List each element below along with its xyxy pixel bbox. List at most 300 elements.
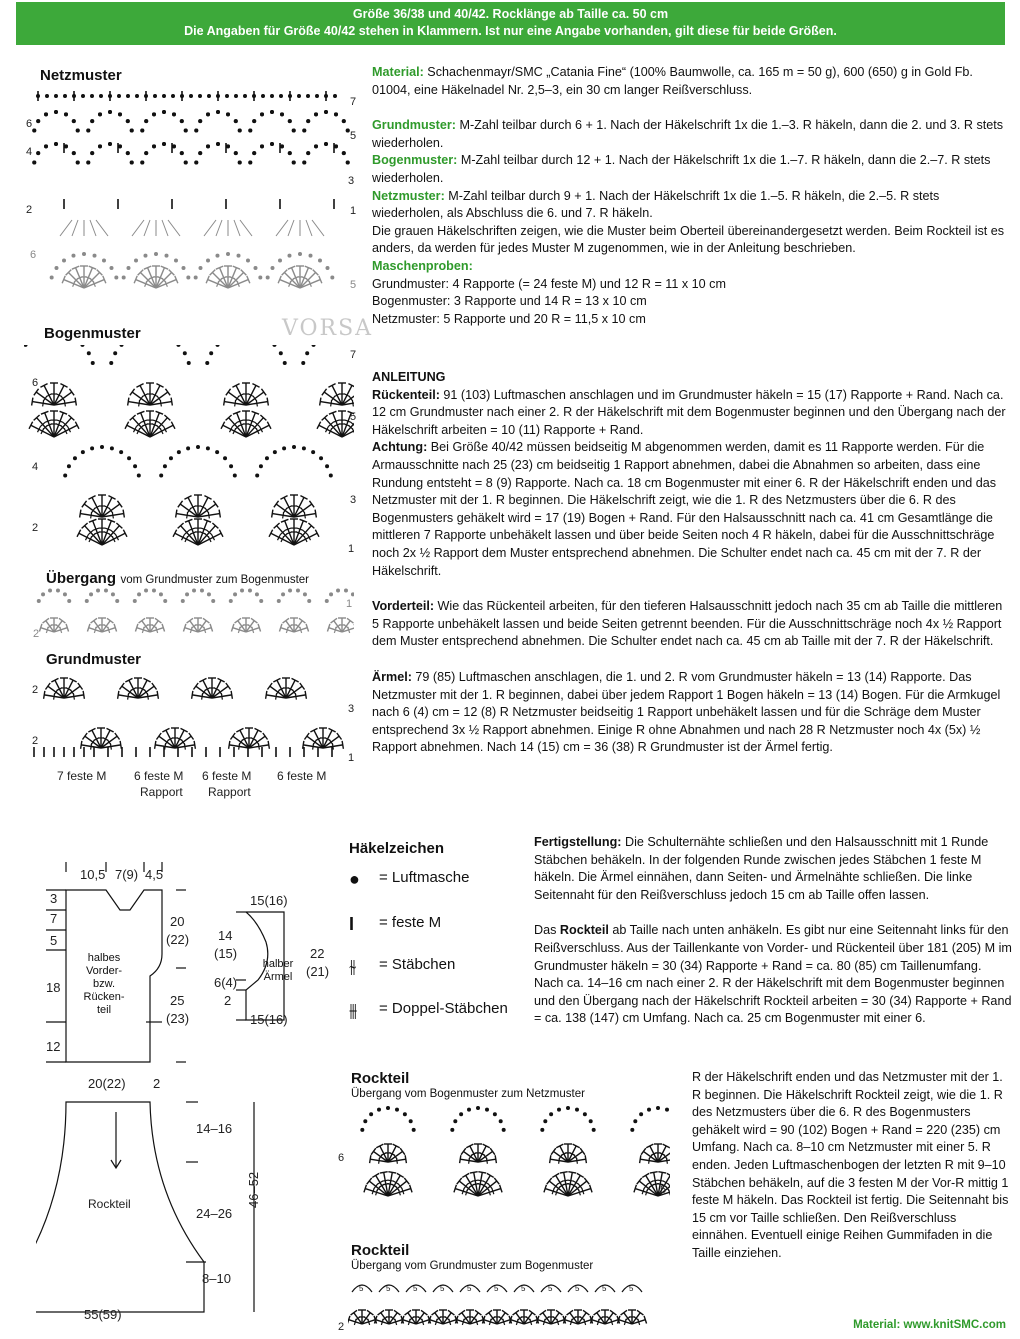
chain-stitch-dot bbox=[54, 110, 58, 114]
chain-stitch-dot bbox=[99, 94, 103, 98]
stitch-mark bbox=[610, 1310, 616, 1315]
uebergang-title-wrap bbox=[46, 570, 309, 588]
chain-stitch-dot bbox=[194, 129, 198, 133]
chain-stitch-dot bbox=[225, 94, 229, 98]
transition-arrow bbox=[288, 220, 294, 236]
chain-stitch-dot bbox=[252, 119, 256, 123]
stitch-mark bbox=[337, 733, 342, 739]
sleeve-left-label: 14 bbox=[218, 928, 233, 943]
chain-stitch-dot bbox=[240, 589, 244, 593]
chain-stitch-dot bbox=[485, 1108, 489, 1112]
chain-stitch-dot bbox=[248, 129, 252, 133]
netz-row-label: 7 bbox=[350, 96, 357, 108]
sleeve-right-label: (21) bbox=[306, 964, 330, 979]
schem-left-label: 12 bbox=[46, 1039, 61, 1054]
chain-stitch-dot bbox=[206, 258, 210, 262]
grundmuster-title: Grundmuster bbox=[46, 651, 142, 668]
material-text: Schachenmayr/SMC „Catania Fine“ (100% Baumwolle, ca. 165 m = 50 g), 600 (650) g in Gold Fb. 01004, eine Häkelnadel Nr. 2,5–3, ein 30 cm langer Reißverschluss. bbox=[372, 65, 973, 97]
chain-stitch-dot bbox=[656, 1106, 660, 1110]
bogen-row-label: 3 bbox=[350, 494, 357, 506]
chain-stitch-dot bbox=[409, 1119, 413, 1123]
stitch-mark bbox=[459, 1310, 465, 1315]
stitch-mark bbox=[268, 741, 269, 749]
schem-left-label: 5 bbox=[50, 933, 58, 948]
stitch-mark bbox=[560, 1172, 568, 1173]
stitch-mark bbox=[478, 1180, 484, 1181]
grund-row-label: 2 bbox=[32, 684, 39, 696]
rock-text-2: R der Häkelschrift enden und das Netzmuster mit der 1. R beginnen. Die Häkelschrift Rockteil zeigt, wie die 1. R des Netzmusters über die 6. R des Bogenmusters gehäkelt wird = 90 (102) Bogen + Rand = 220 (235) cm Umfang. Nach ca. 8–10 cm Netzmuster mit einer 5. R enden. Jeden Luftmaschenbogen der letzten R mit 9–10 Stäbchen behäkeln, auf die 3 festen M der Vor-R mittig 1 feste M häkeln. Das Rockteil ist fertig. Die Seitennaht bis 15 cm vor Taille schließen. Den Reißverschluss einnähen. Eventuell einige Reihen Gummifaden in die Taille einziehen. bbox=[692, 1070, 1009, 1260]
chain-stitch-dot bbox=[288, 589, 292, 593]
chain-stitch-dot bbox=[234, 94, 238, 98]
stitch-mark bbox=[331, 618, 337, 623]
chain-stitch-dot bbox=[279, 351, 283, 355]
stitch-mark bbox=[382, 1180, 388, 1181]
sleeve-piece-label bbox=[258, 958, 298, 984]
netzmuster-title: Netzmuster bbox=[40, 67, 122, 84]
rock-chart-1-row: 6 bbox=[338, 1152, 345, 1164]
chain-stitch-dot bbox=[280, 112, 284, 116]
stitch-mark bbox=[82, 501, 87, 507]
chain-stitch-dot bbox=[172, 112, 176, 116]
sleeve-top-label: 15(16) bbox=[250, 893, 288, 908]
chain-stitch-dot bbox=[110, 446, 114, 450]
probe-3: Netzmuster: 5 Rapporte und 20 R = 11,5 x 10 cm bbox=[372, 311, 646, 326]
chain-stitch-dot bbox=[314, 112, 318, 116]
chain-stitch-dot bbox=[32, 129, 36, 133]
stitch-mark bbox=[152, 683, 157, 689]
stitch-mark bbox=[45, 683, 50, 689]
stitch-mark bbox=[272, 510, 273, 518]
chain-stitch-dot bbox=[96, 589, 100, 593]
chain-stitch-dot bbox=[120, 345, 124, 347]
stitch-mark bbox=[267, 398, 268, 406]
stitch-mark bbox=[309, 501, 314, 507]
chain-stitch-dot bbox=[346, 161, 350, 165]
stitch-mark bbox=[299, 618, 305, 623]
chain-stitch-dot bbox=[549, 1112, 553, 1116]
grund-stitch-label: 6 feste M bbox=[202, 769, 252, 783]
stitch-mark bbox=[432, 1310, 438, 1315]
chain-count-label: 5 bbox=[359, 1284, 364, 1293]
stitch-mark bbox=[59, 618, 65, 623]
header-line-1: Größe 36/38 und 40/42. Rocklänge ab Taille ca. 50 cm bbox=[352, 7, 669, 21]
chain-stitch-dot bbox=[134, 258, 138, 262]
stitch-mark bbox=[32, 398, 33, 406]
chain-count-label: 5 bbox=[602, 1284, 607, 1293]
material-label: Material: bbox=[372, 65, 424, 79]
chain-stitch-dot bbox=[126, 151, 130, 155]
chain-stitch-dot bbox=[233, 592, 237, 596]
stitch-mark bbox=[283, 618, 289, 623]
rock-chart-1-subtitle: Übergang vom Bogenmuster zum Netzmuster bbox=[351, 1088, 585, 1100]
ruecken-text: 91 (103) Luftmaschen anschlagen und im Grundmuster häkeln = 15 (17) Rapporte + Rand. Nach ca. 12 cm Grundmuster nach einer 2. R der Häkelschrift mit dem Bogenmuster beginnen und den Übergang nach der Häkelschrift arbeiten = 10 (11) Rapporte + Rand. bbox=[372, 387, 1006, 437]
chain-stitch-dot bbox=[62, 258, 66, 262]
stitch-mark bbox=[300, 683, 305, 689]
uebergang-subtitle: vom Grundmuster zum Bogenmuster bbox=[120, 574, 310, 586]
rock-chart-2 bbox=[348, 1276, 668, 1336]
skirt-label: Rockteil bbox=[88, 1197, 131, 1211]
legend-label: = Stäbchen bbox=[379, 956, 456, 973]
chain-stitch-dot bbox=[44, 112, 48, 116]
chain-stitch-dot bbox=[133, 464, 137, 468]
chain-stitch-dot bbox=[248, 161, 252, 165]
stitch-mark bbox=[372, 1173, 379, 1177]
grund-label: Grundmuster: bbox=[372, 118, 456, 133]
chain-stitch-icon: ● bbox=[349, 869, 360, 889]
stitch-mark bbox=[226, 389, 231, 395]
chain-stitch-dot bbox=[144, 589, 148, 593]
chain-stitch-dot bbox=[296, 589, 300, 593]
chain-stitch-dot bbox=[54, 142, 58, 146]
chain-stitch-dot bbox=[589, 1119, 593, 1123]
chain-stitch-dot bbox=[186, 275, 190, 279]
chain-stitch-dot bbox=[98, 144, 102, 148]
netz-row-label: 1 bbox=[350, 205, 357, 217]
chain-stitch-dot bbox=[255, 474, 259, 478]
bogen-row-label: 2 bbox=[32, 522, 39, 534]
sleeve-label-line: halber bbox=[262, 958, 294, 970]
chain-stitch-dot bbox=[314, 144, 318, 148]
stitch-mark bbox=[251, 618, 257, 623]
stitch-mark bbox=[165, 389, 170, 395]
instructions-main bbox=[372, 369, 1012, 757]
stitch-mark bbox=[562, 1180, 568, 1181]
sleeve-right-label: 22 bbox=[310, 946, 325, 961]
chain-stitch-dot bbox=[162, 110, 166, 114]
chain-stitch-dot bbox=[85, 599, 89, 603]
chain-stitch-dot bbox=[82, 252, 86, 256]
stitch-mark bbox=[107, 618, 113, 623]
chain-stitch-dot bbox=[279, 94, 283, 98]
grund-text: M-Zahl teilbar durch 6 + 1. Nach der Häkelschrift 1x die 1.–3. R häkeln, dann die 2. und 3. R stets wiederholen. bbox=[372, 118, 1004, 150]
stitch-mark bbox=[117, 501, 122, 507]
chain-stitch-dot bbox=[351, 592, 354, 596]
chain-stitch-dot bbox=[169, 456, 173, 460]
stitch-mark bbox=[213, 501, 218, 507]
chain-stitch-dot bbox=[67, 464, 71, 468]
stitch-mark bbox=[556, 1310, 562, 1315]
chain-stitch-dot bbox=[177, 450, 181, 454]
netzmuster-chart bbox=[24, 88, 357, 300]
bogen-row-label: 6 bbox=[32, 377, 39, 389]
stitch-mark bbox=[540, 1310, 546, 1315]
chain-stitch-dot bbox=[325, 464, 329, 468]
stitch-mark bbox=[577, 1173, 584, 1177]
stitch-mark bbox=[460, 1155, 461, 1163]
stitch-mark bbox=[641, 1148, 646, 1154]
chain-stitch-dot bbox=[226, 112, 230, 116]
sleeve-left-label: (15) bbox=[214, 946, 238, 961]
chain-stitch-dot bbox=[301, 361, 305, 365]
grau-text: Die grauen Häkelschriften zeigen, wie die Muster beim Oberteil übereinandergesetzt werden. Beim Rockteil ist es anders, da werden für jedes Muster M zugenommen, wie in der Anleitung beschrieben. bbox=[372, 223, 1005, 256]
instructions-top bbox=[372, 64, 1012, 328]
chain-stitch-dot bbox=[110, 266, 114, 270]
stitch-mark bbox=[274, 501, 279, 507]
chain-stitch-dot bbox=[64, 112, 68, 116]
stitch-mark bbox=[421, 1310, 427, 1315]
body-label-line: Rücken- bbox=[83, 991, 125, 1003]
grund-rapport-label: Rapport bbox=[208, 785, 251, 799]
legend-label: = Doppel-Stäbchen bbox=[379, 1000, 508, 1017]
stitch-mark bbox=[157, 691, 158, 699]
stitch-mark bbox=[551, 1148, 556, 1154]
chain-stitch-dot bbox=[215, 450, 219, 454]
stitch-mark bbox=[118, 691, 119, 699]
body-label-line: halbes bbox=[87, 952, 121, 964]
chain-stitch-dot bbox=[119, 450, 123, 454]
chain-stitch-dot bbox=[152, 112, 156, 116]
chain-stitch-dot bbox=[377, 1108, 381, 1112]
chain-stitch-dot bbox=[502, 1128, 506, 1132]
chain-stitch-dot bbox=[272, 345, 276, 347]
netz-row-label: 5 bbox=[350, 279, 357, 291]
chain-stitch-dot bbox=[126, 94, 130, 98]
legend-item-dc bbox=[349, 956, 529, 980]
chain-stitch-dot bbox=[113, 351, 117, 355]
netz-row-label: 5 bbox=[350, 130, 357, 142]
stitch-mark bbox=[472, 1180, 478, 1181]
chain-stitch-dot bbox=[252, 151, 256, 155]
ruecken-label: Rückenteil: bbox=[372, 387, 440, 402]
anleitung-heading: ANLEITUNG bbox=[372, 370, 446, 384]
chain-stitch-dot bbox=[24, 345, 28, 347]
chain-stitch-dot bbox=[297, 94, 301, 98]
rock-label: Rockteil bbox=[559, 923, 609, 938]
chain-stitch-dot bbox=[163, 599, 167, 603]
stitch-mark bbox=[176, 510, 177, 518]
legend-item-tr bbox=[349, 1000, 539, 1024]
stitch-mark bbox=[448, 1310, 454, 1315]
chain-stitch-dot bbox=[189, 94, 193, 98]
transition-arrow bbox=[144, 220, 150, 236]
schem-top-label: 7(9) bbox=[115, 867, 139, 882]
garment-schematic bbox=[36, 862, 346, 1332]
chain-stitch-dot bbox=[187, 361, 191, 365]
chain-stitch-dot bbox=[254, 266, 258, 270]
chain-stitch-dot bbox=[102, 258, 106, 262]
stitch-mark bbox=[229, 741, 230, 749]
rock-chart-1 bbox=[348, 1104, 670, 1204]
chain-stitch-dot bbox=[140, 129, 144, 133]
stitch-mark bbox=[642, 1173, 649, 1177]
chain-stitch-dot bbox=[184, 129, 188, 133]
chain-stitch-dot bbox=[126, 266, 130, 270]
stitch-mark bbox=[156, 733, 161, 739]
chain-stitch-dot bbox=[234, 119, 238, 123]
chain-stitch-dot bbox=[67, 599, 71, 603]
transition-arrow bbox=[162, 220, 168, 236]
chain-stitch-dot bbox=[306, 94, 310, 98]
chain-stitch-dot bbox=[403, 1112, 407, 1116]
chain-stitch-dot bbox=[229, 464, 233, 468]
sleeve-left-label: 2 bbox=[224, 993, 232, 1008]
chain-count-label: 5 bbox=[548, 1284, 553, 1293]
chain-stitch-dot bbox=[36, 151, 40, 155]
skirt-right-label: 14–16 bbox=[196, 1121, 233, 1136]
chain-stitch-dot bbox=[144, 151, 148, 155]
chain-stitch-dot bbox=[329, 474, 333, 478]
netz-label: Netzmuster: bbox=[372, 188, 445, 203]
watermark: VORSA bbox=[282, 316, 374, 341]
stitch-mark bbox=[529, 1310, 535, 1315]
bogen-row-label: 5 bbox=[350, 411, 357, 423]
stitch-mark bbox=[230, 733, 235, 739]
chain-stitch-dot bbox=[91, 361, 95, 365]
stitch-mark bbox=[315, 510, 316, 518]
schem-top-label: 10,5 bbox=[80, 867, 106, 882]
chain-stitch-dot bbox=[302, 446, 306, 450]
chain-stitch-dot bbox=[395, 1108, 399, 1112]
chain-stitch-dot bbox=[182, 266, 186, 270]
chain-stitch-dot bbox=[130, 129, 134, 133]
chain-stitch-dot bbox=[183, 351, 187, 355]
schem-left-label: 18 bbox=[46, 980, 61, 995]
netz-row-label: 2 bbox=[26, 204, 33, 216]
chain-stitch-dot bbox=[126, 119, 130, 123]
stitch-mark bbox=[594, 1310, 600, 1315]
stitch-mark bbox=[580, 1148, 585, 1154]
chain-stitch-dot bbox=[266, 275, 270, 279]
stitch-mark bbox=[640, 1155, 641, 1163]
chain-stitch-dot bbox=[198, 266, 202, 270]
transition-arrow bbox=[276, 220, 288, 236]
stitch-mark bbox=[256, 400, 257, 406]
chain-stitch-dot bbox=[543, 1119, 547, 1123]
legend-item-sc bbox=[349, 914, 529, 938]
chain-stitch-dot bbox=[196, 445, 200, 449]
stitch-mark bbox=[567, 1310, 573, 1315]
chain-stitch-dot bbox=[467, 1108, 471, 1112]
body-piece-label bbox=[76, 952, 132, 1017]
chain-stitch-dot bbox=[63, 474, 67, 478]
stitch-mark bbox=[178, 501, 183, 507]
chain-stitch-dot bbox=[194, 275, 198, 279]
chain-stitch-dot bbox=[98, 112, 102, 116]
stitch-mark bbox=[487, 1173, 494, 1177]
chain-stitch-dot bbox=[229, 599, 233, 603]
transition-arrow bbox=[96, 220, 108, 236]
chain-stitch-dot bbox=[100, 445, 104, 449]
chain-stitch-dot bbox=[153, 94, 157, 98]
chain-stitch-dot bbox=[260, 144, 264, 148]
stitch-mark bbox=[81, 741, 82, 749]
stitch-mark bbox=[583, 1310, 589, 1315]
schem-left-label: 7 bbox=[50, 911, 58, 926]
chain-stitch-dot bbox=[144, 119, 148, 123]
stitch-mark bbox=[263, 733, 268, 739]
chain-stitch-dot bbox=[181, 599, 185, 603]
chain-stitch-dot bbox=[307, 599, 311, 603]
chain-stitch-dot bbox=[90, 119, 94, 123]
chain-stitch-dot bbox=[206, 144, 210, 148]
chain-stitch-dot bbox=[90, 94, 94, 98]
rock-chart-2-subtitle: Übergang vom Grundmuster zum Bogenmuster bbox=[351, 1260, 594, 1272]
body-label-line: bzw. bbox=[92, 978, 115, 990]
skirt-right-label: 8–10 bbox=[202, 1271, 231, 1286]
chain-stitch-dot bbox=[270, 110, 274, 114]
body-label-line: Vorder- bbox=[85, 965, 123, 977]
chain-stitch-dot bbox=[130, 161, 134, 165]
stitch-mark bbox=[112, 512, 113, 518]
chain-stitch-dot bbox=[369, 1112, 373, 1116]
stitch-mark bbox=[64, 400, 65, 406]
bogenmuster-chart bbox=[24, 345, 357, 557]
chain-stitch-dot bbox=[333, 94, 337, 98]
stitch-mark bbox=[171, 398, 172, 406]
stitch-mark bbox=[155, 618, 161, 623]
chain-stitch-dot bbox=[270, 142, 274, 146]
stitch-mark bbox=[352, 400, 353, 406]
stitch-mark bbox=[378, 1310, 384, 1315]
chain-stitch-dot bbox=[111, 592, 115, 596]
chain-stitch-dot bbox=[154, 252, 158, 256]
skirt-total-label: 46–52 bbox=[246, 1171, 261, 1208]
chain-stitch-dot bbox=[209, 351, 213, 355]
netz-row-label: 3 bbox=[348, 175, 355, 187]
stitch-mark bbox=[397, 1173, 404, 1177]
chain-stitch-dot bbox=[302, 161, 306, 165]
grund-row-label: 3 bbox=[348, 703, 355, 715]
instructions-finish bbox=[534, 834, 1014, 1028]
chain-count-label: 5 bbox=[440, 1284, 445, 1293]
stitch-mark bbox=[203, 618, 209, 623]
chain-stitch-dot bbox=[81, 94, 85, 98]
chain-stitch-dot bbox=[50, 275, 54, 279]
bogen-text: M-Zahl teilbar durch 12 + 1. Nach der Häkelschrift 1x die 1.–7. R häkeln, dann die 2.–7. R stets wiederholen. bbox=[372, 153, 991, 185]
stitch-mark bbox=[139, 618, 145, 623]
chain-stitch-dot bbox=[211, 599, 215, 603]
chain-stitch-dot bbox=[45, 94, 49, 98]
chain-stitch-dot bbox=[233, 474, 237, 478]
stitch-mark bbox=[267, 683, 272, 689]
chain-stitch-dot bbox=[71, 254, 75, 258]
chain-stitch-dot bbox=[108, 142, 112, 146]
chain-stitch-dot bbox=[76, 161, 80, 165]
aermel-text: 79 (85) Luftmaschen anschlagen, die 1. und 2. R vom Grundmuster häkeln = 13 (14) Rapporte. Das Netzmuster mit der 1. R beginnen, dabei über jedem Rapport 1 Bogen häkeln = 13 (14) Bogen. Für die Armkugel nach 6 (4) cm = 12 (8) R Netzmuster beidseitig 1 Rapport unbehäkelt lassen und für die Schräge dem Muster entsprechend 3x ½ Rapport abnehmen. Einige R ohne Abnahmen und nach 28 R Netzmuster noch 4x (5x) ½ Rapport abnehmen. Nach 14 (15) cm = 36 (38) R Grundmuster ist der Ärmel fertig. bbox=[372, 669, 1001, 755]
legend-label: = feste M bbox=[379, 914, 442, 931]
stitch-mark bbox=[69, 389, 74, 395]
chain-stitch-dot bbox=[633, 1119, 637, 1123]
schem-bottom-small: 2 bbox=[153, 1076, 161, 1091]
chain-stitch-dot bbox=[159, 474, 163, 478]
chain-stitch-dot bbox=[234, 151, 238, 155]
stitch-mark bbox=[80, 510, 81, 518]
netz-row-label: 6 bbox=[26, 118, 33, 130]
vorder-label: Vorderteil: bbox=[372, 599, 435, 614]
rock-chart-1-title: Rockteil bbox=[351, 1070, 410, 1087]
stitch-mark bbox=[187, 618, 193, 623]
stitch-mark bbox=[388, 1172, 396, 1173]
chain-stitch-dot bbox=[80, 345, 84, 347]
chain-stitch-dot bbox=[152, 589, 156, 593]
chain-stitch-dot bbox=[499, 1119, 503, 1123]
chain-stitch-dot bbox=[176, 345, 180, 347]
stitch-mark bbox=[193, 683, 198, 689]
chain-stitch-dot bbox=[90, 151, 94, 155]
header-banner bbox=[16, 2, 1005, 45]
chain-stitch-dot bbox=[277, 599, 281, 603]
chain-stitch-dot bbox=[72, 151, 76, 155]
chain-stitch-dot bbox=[200, 589, 204, 593]
footer-link[interactable]: Material: www.knitSMC.com bbox=[853, 1319, 1006, 1331]
transition-arrow bbox=[216, 220, 222, 236]
stitch-mark bbox=[342, 741, 343, 749]
chain-stitch-dot bbox=[665, 1108, 669, 1112]
chain-stitch-dot bbox=[309, 254, 313, 258]
stitch-mark bbox=[78, 683, 83, 689]
chain-count-label: 5 bbox=[575, 1284, 580, 1293]
stitch-mark bbox=[115, 733, 120, 739]
